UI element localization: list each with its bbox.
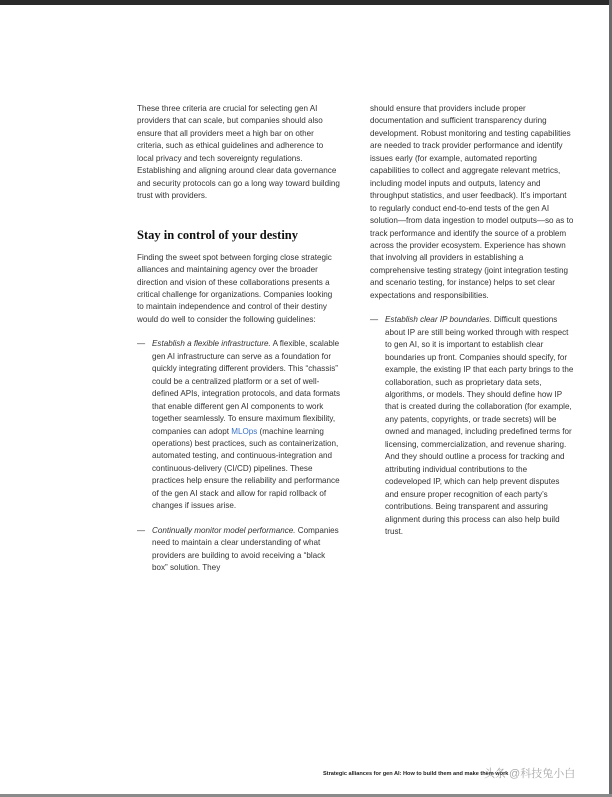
bullet-text: A flexible, scalable gen AI infrastructure can serve as a foundation for quickly integrating different providers. This “chassis” could be a centralized platform or a set of well-defined APIs, integration protocols, and data formats that enable different gen AI components to work together seamlessly. To ensure maximum flexibility, companies can adopt: [152, 339, 341, 436]
bullet-text: Difficult questions about IP are still being worked through with respect to gen AI, so it is important to establish clear boundaries up front. Companies should specify, for example, the existing IP that each party brings to the collaboration, such as proprietary data sets, algorithms, or models. They should define how IP that is created during the collaboration (for example, any patents, copyrights, or trade secrets) will be owned and managed, including predefined terms for licensing, commercialization, and revenue sharing. And they should outline a process for tracking and attributing individual contributions to the codeveloped IP, which can help prevent disputes and ensure proper recognition of each party’s contributions. Being transparent and assuring alignment during this process can also help build trust.: [385, 315, 574, 536]
mlops-link[interactable]: MLOps: [231, 426, 258, 436]
bullet-lead: Establish a flexible infrastructure.: [152, 339, 271, 349]
bullet-text-continued: (machine learning operations) best practices, such as containerization, automated testing, and continuous-integration and continuous-delivery (CI/CD) pipelines. These practices help ensure the reliability and performance of the gen AI stack and allow for rapid rollback of changes if issues arise.: [152, 426, 340, 511]
page-footer: Strategic alliances for gen AI: How to build them and make them work: [323, 771, 509, 777]
left-column: [137, 103, 341, 575]
top-border: [0, 0, 612, 5]
right-column: [370, 103, 574, 538]
bullet-dash: —: [137, 525, 146, 535]
bullet-lead: Establish clear IP boundaries.: [385, 315, 492, 325]
bullet-ip-boundaries: [370, 314, 574, 538]
continued-paragraph: should ensure that providers include proper documentation and sufficient transparency during development. Robust monitoring and testing capabilities are needed to track provider performance and identify issues early (for example, automated reporting capabilities to collect and aggregate relevant metrics, including model inputs and outputs, latency and throughput statistics, and user feedback). It’s important to regularly conduct end-to-end tests of the gen AI solution—from data ingestion to model outputs—so as to track performance and identify the source of a problem across the provider ecosystem. Experience has shown that involving all providers in establishing a comprehensive testing strategy (joint integration testing and scenario testing, for instance) helps to set clear expectations and responsibilities.: [370, 104, 574, 300]
intro-paragraph: These three criteria are crucial for selecting gen AI providers that can scale, but companies should also ensure that all providers meet a high bar on other criteria, such as ethical guidelines and adherence to local privacy and tech sovereignty regulations. Establishing and aligning around clear data governance and security protocols can go a long way toward building trust with providers.: [137, 104, 340, 201]
bullet-monitor-performance: [137, 525, 341, 575]
bullet-flexible-infrastructure: [137, 338, 341, 512]
bullet-dash: —: [137, 339, 146, 349]
section-paragraph: Finding the sweet spot between forging close strategic alliances and maintaining agency over the broader direction and vision of these collaborations presents a critical challenge for organizations. Companies looking to maintain independence and control of their destiny would do well to consider the following guidelines:: [137, 252, 333, 324]
bullet-text: Companies need to maintain a clear understanding of what providers are building to avoid receiving a “black box” solution. They: [152, 525, 339, 573]
bullet-lead: Continually monitor model performance.: [152, 525, 296, 535]
watermark: 头条 @科技兔小白: [484, 768, 576, 780]
bullet-dash: —: [370, 315, 379, 325]
section-heading: Stay in control of your destiny: [137, 227, 299, 242]
